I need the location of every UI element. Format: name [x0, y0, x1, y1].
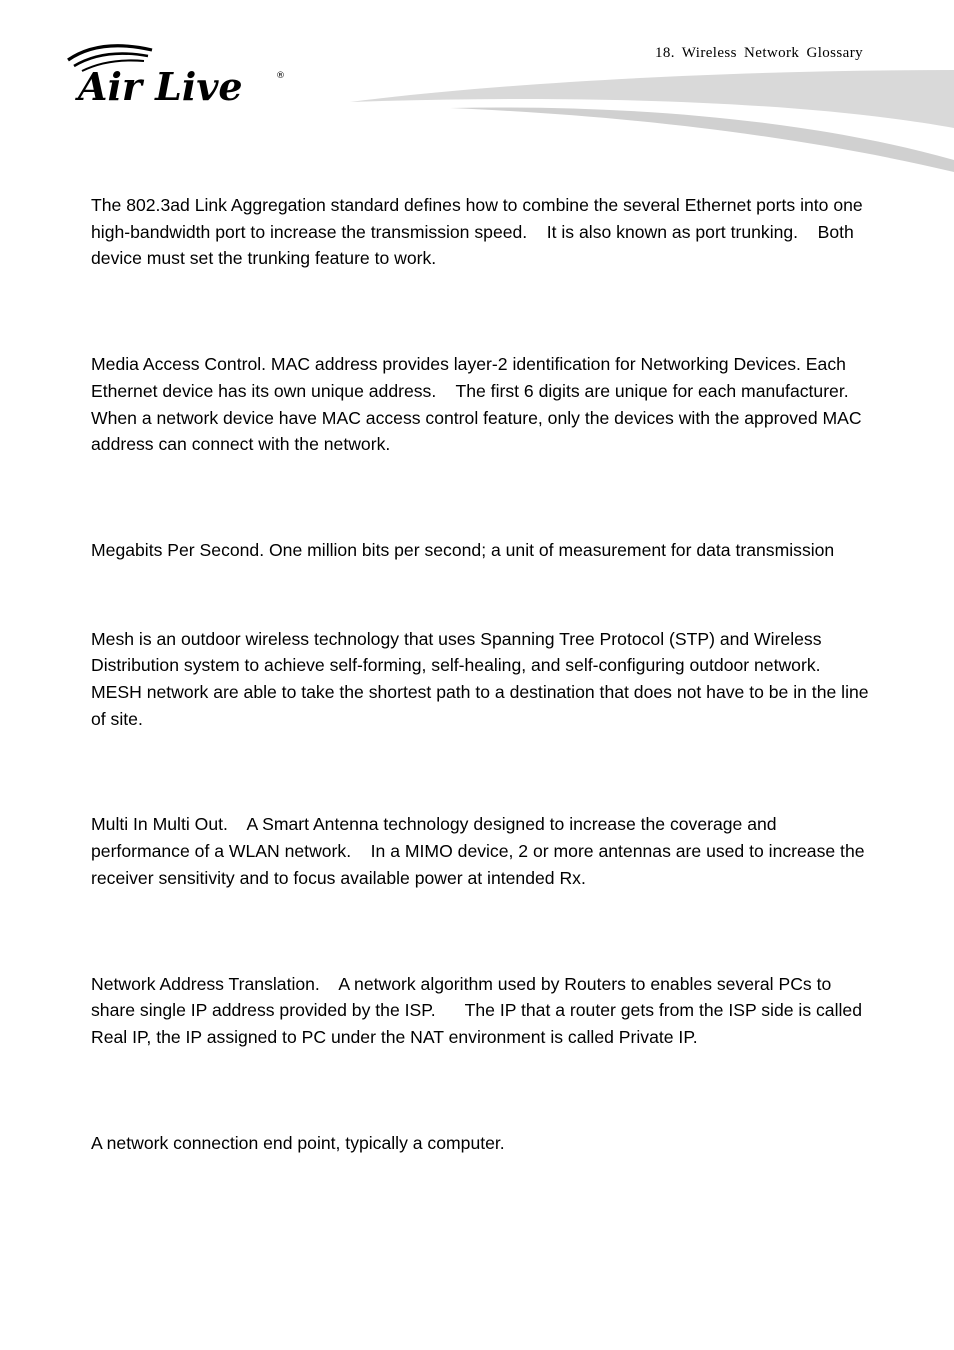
glossary-entry-mesh: Mesh is an outdoor wireless technology that uses Spanning Tree Protocol (STP) and Wireless Distribution system to achieve self-forming, self-healing, and self-configuring outdoor network. MESH network are able to take the shortest path to a destination that does not have to be in the line of site.: [91, 628, 874, 729]
glossary-entry-mimo: Multi In Multi Out. A Smart Antenna technology designed to increase the coverage and performance of a WLAN network. In a MIMO device, 2 or more antennas are used to increase the receiver sensitivity and to focus available power at intended Rx.: [91, 814, 870, 888]
glossary-entry-link-aggregation: The 802.3ad Link Aggregation standard defines how to combine the several Ethernet ports into one high-bandwidth port to increase the transmission speed. It is also known as port trunking. Both device must set the trunking feature to work.: [91, 195, 868, 269]
logo-wordmark: Air Live: [78, 64, 243, 106]
glossary-entry-nat: Network Address Translation. A network algorithm used by Routers to enables several PCs to share single IP address provided by the ISP. The IP that a router gets from the ISP side is called Real IP, the IP assigned to PC under the NAT environment is called Private IP.: [91, 973, 867, 1047]
registered-mark: ®: [276, 71, 285, 81]
glossary-entry-mbps: Megabits Per Second. One million bits per second; a unit of measurement for data transmission: [91, 539, 835, 560]
chapter-title: 18. Wireless Network Glossary: [654, 45, 863, 61]
airlive-logo: [60, 40, 290, 106]
glossary-body: [91, 192, 874, 1156]
glossary-entry-mac: Media Access Control. MAC address provides layer-2 identification for Networking Devices. Each Ethernet device has its own unique address. The first 6 digits are unique for each manufacturer. When a network device have MAC access control feature, only the devices with the approved MAC address can connect with the network.: [91, 354, 869, 455]
glossary-entry-node: A network connection end point, typically a computer.: [91, 1132, 505, 1153]
header-swoosh-decoration: [340, 64, 954, 180]
